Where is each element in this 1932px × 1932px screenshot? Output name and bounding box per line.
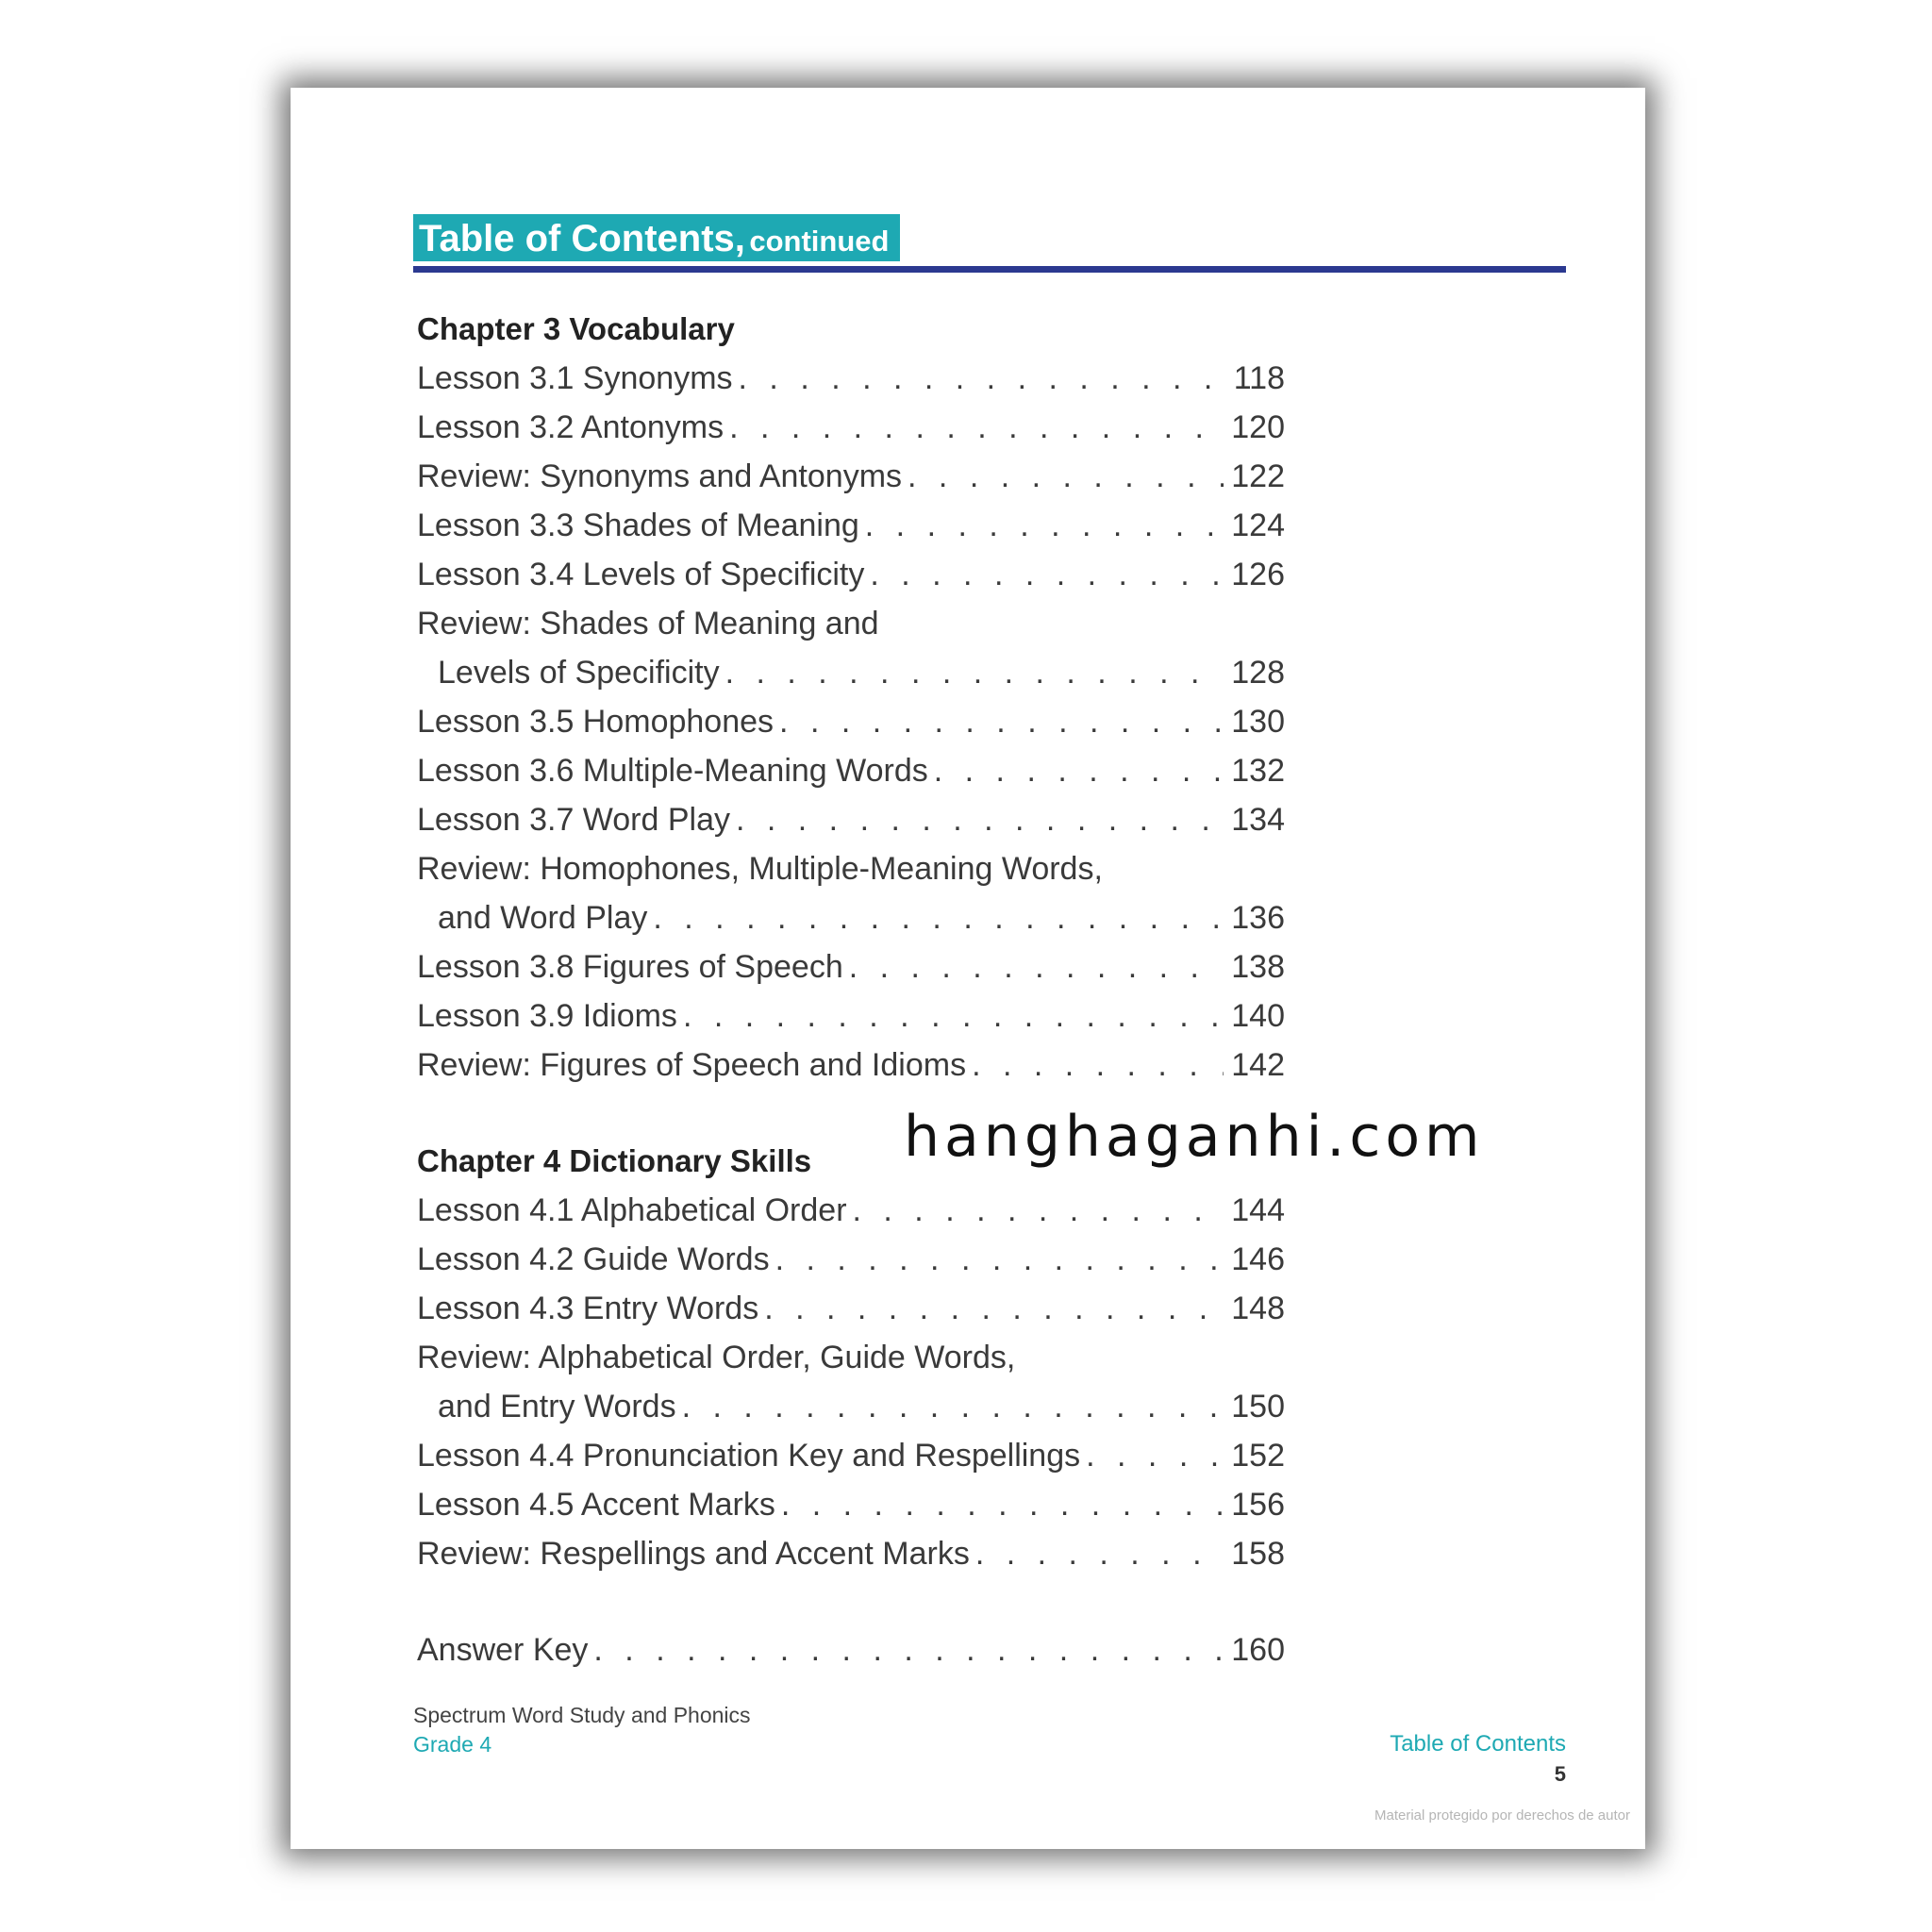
footer-book-info bbox=[413, 1701, 751, 1759]
toc-entry[interactable] bbox=[417, 697, 1285, 746]
dot-leader bbox=[781, 1480, 1224, 1529]
dot-leader bbox=[975, 1529, 1224, 1578]
entry-page: 156 bbox=[1231, 1487, 1285, 1523]
entry-page: 136 bbox=[1231, 900, 1285, 936]
entry-page: 148 bbox=[1231, 1291, 1285, 1326]
dot-leader bbox=[729, 403, 1224, 452]
entry-page: 152 bbox=[1231, 1438, 1285, 1474]
entry-page: 132 bbox=[1231, 753, 1285, 789]
toc-entry[interactable] bbox=[417, 354, 1285, 403]
toc-entry[interactable] bbox=[417, 1041, 1285, 1090]
toc-entry[interactable] bbox=[417, 648, 1285, 697]
entry-page: 128 bbox=[1231, 655, 1285, 691]
footer-section-info bbox=[1390, 1730, 1566, 1790]
entry-page: 144 bbox=[1231, 1192, 1285, 1228]
toc-entry[interactable] bbox=[417, 1382, 1285, 1431]
entry-title: Review: Synonyms and Antonyms bbox=[417, 458, 903, 494]
header-divider bbox=[413, 266, 1566, 273]
dot-leader bbox=[853, 1186, 1224, 1235]
header-subtitle: continued bbox=[749, 225, 890, 258]
dot-leader bbox=[908, 452, 1224, 501]
entry-page: 124 bbox=[1231, 508, 1285, 543]
toc-entry[interactable] bbox=[417, 501, 1285, 550]
entry-page: 140 bbox=[1231, 998, 1285, 1034]
footer-grade: Grade 4 bbox=[413, 1732, 492, 1757]
entry-page: 150 bbox=[1231, 1389, 1285, 1424]
entry-title: Lesson 3.5 Homophones bbox=[417, 704, 774, 740]
toc-entry[interactable] bbox=[417, 991, 1285, 1041]
dot-leader bbox=[775, 1235, 1224, 1284]
entry-page: 142 bbox=[1231, 1047, 1285, 1083]
footer-book-title: Spectrum Word Study and Phonics bbox=[413, 1703, 751, 1727]
dot-leader bbox=[865, 501, 1224, 550]
chapter-heading: Chapter 3 Vocabulary bbox=[417, 311, 735, 346]
entry-title: Review: Respellings and Accent Marks bbox=[417, 1536, 970, 1572]
entry-title: Lesson 3.8 Figures of Speech bbox=[417, 949, 843, 985]
entry-title: Lesson 4.1 Alphabetical Order bbox=[417, 1192, 847, 1228]
toc-header bbox=[413, 214, 1566, 261]
entry-title: Lesson 4.2 Guide Words bbox=[417, 1241, 770, 1277]
dot-leader bbox=[739, 354, 1226, 403]
entry-title: Lesson 4.3 Entry Words bbox=[417, 1291, 759, 1326]
entry-title-line1[interactable]: Review: Homophones, Multiple-Meaning Words, bbox=[417, 851, 1103, 887]
header-title: Table of Contents, bbox=[419, 218, 745, 259]
entry-title: Lesson 3.4 Levels of Specificity bbox=[417, 557, 865, 592]
entry-title: and Word Play bbox=[438, 900, 648, 936]
toc-entry[interactable] bbox=[417, 1284, 1285, 1333]
entry-page: 126 bbox=[1231, 557, 1285, 592]
toc-entry[interactable] bbox=[417, 746, 1285, 795]
dot-leader bbox=[779, 697, 1224, 746]
entry-page: 138 bbox=[1231, 949, 1285, 985]
entry-title: Levels of Specificity bbox=[438, 655, 720, 691]
header-banner bbox=[413, 214, 900, 261]
dot-leader bbox=[972, 1041, 1224, 1090]
toc-entry[interactable] bbox=[417, 452, 1285, 501]
entry-title: Lesson 3.6 Multiple-Meaning Words bbox=[417, 753, 928, 789]
toc-entry[interactable] bbox=[417, 1480, 1285, 1529]
entry-page: 122 bbox=[1231, 458, 1285, 494]
toc-entry[interactable] bbox=[417, 1431, 1285, 1480]
entry-title: Lesson 3.9 Idioms bbox=[417, 998, 677, 1034]
toc-entry[interactable] bbox=[417, 550, 1285, 599]
page-number: 5 bbox=[1554, 1762, 1566, 1786]
toc-entry[interactable] bbox=[417, 1186, 1285, 1235]
entry-page: 160 bbox=[1231, 1632, 1285, 1668]
entry-title: Lesson 4.5 Accent Marks bbox=[417, 1487, 775, 1523]
watermark-text: hanghaganhi.com bbox=[904, 1104, 1485, 1170]
toc-entry[interactable] bbox=[417, 942, 1285, 991]
dot-leader bbox=[593, 1625, 1224, 1674]
entry-page: 118 bbox=[1233, 360, 1285, 396]
dot-leader bbox=[934, 746, 1224, 795]
entry-page: 134 bbox=[1231, 802, 1285, 838]
dot-leader bbox=[683, 991, 1224, 1041]
chapter-heading: Chapter 4 Dictionary Skills bbox=[417, 1143, 812, 1178]
dot-leader bbox=[764, 1284, 1224, 1333]
toc-entry-answer-key[interactable] bbox=[417, 1625, 1285, 1674]
entry-page: 120 bbox=[1231, 409, 1285, 445]
dot-leader bbox=[653, 893, 1224, 942]
toc-entry[interactable] bbox=[417, 893, 1285, 942]
table-of-contents bbox=[417, 305, 1285, 1674]
dot-leader bbox=[682, 1382, 1224, 1431]
entry-title: Lesson 3.7 Word Play bbox=[417, 802, 730, 838]
dot-leader bbox=[725, 648, 1224, 697]
entry-page: 158 bbox=[1231, 1536, 1285, 1572]
dot-leader bbox=[870, 550, 1224, 599]
entry-title: Lesson 3.1 Synonyms bbox=[417, 360, 733, 396]
entry-title: Lesson 4.4 Pronunciation Key and Respellings bbox=[417, 1438, 1081, 1474]
entry-page: 130 bbox=[1231, 704, 1285, 740]
document-page bbox=[291, 88, 1645, 1849]
toc-entry[interactable] bbox=[417, 795, 1285, 844]
dot-leader bbox=[736, 795, 1224, 844]
entry-title: Lesson 3.3 Shades of Meaning bbox=[417, 508, 859, 543]
entry-title: Review: Figures of Speech and Idioms bbox=[417, 1047, 967, 1083]
toc-entry[interactable] bbox=[417, 1235, 1285, 1284]
entry-title-line1[interactable]: Review: Alphabetical Order, Guide Words, bbox=[417, 1340, 1016, 1375]
entry-title-line1[interactable]: Review: Shades of Meaning and bbox=[417, 606, 879, 641]
entry-title: Lesson 3.2 Antonyms bbox=[417, 409, 724, 445]
copyright-notice: Material protegido por derechos de autor bbox=[1374, 1807, 1630, 1824]
toc-entry[interactable] bbox=[417, 403, 1285, 452]
toc-entry[interactable] bbox=[417, 1529, 1285, 1578]
entry-title: and Entry Words bbox=[438, 1389, 676, 1424]
entry-page: 146 bbox=[1231, 1241, 1285, 1277]
dot-leader bbox=[849, 942, 1224, 991]
dot-leader bbox=[1086, 1431, 1224, 1480]
spacer bbox=[417, 1578, 1285, 1625]
footer-section-name: Table of Contents bbox=[1390, 1731, 1566, 1757]
entry-title: Answer Key bbox=[417, 1632, 589, 1668]
